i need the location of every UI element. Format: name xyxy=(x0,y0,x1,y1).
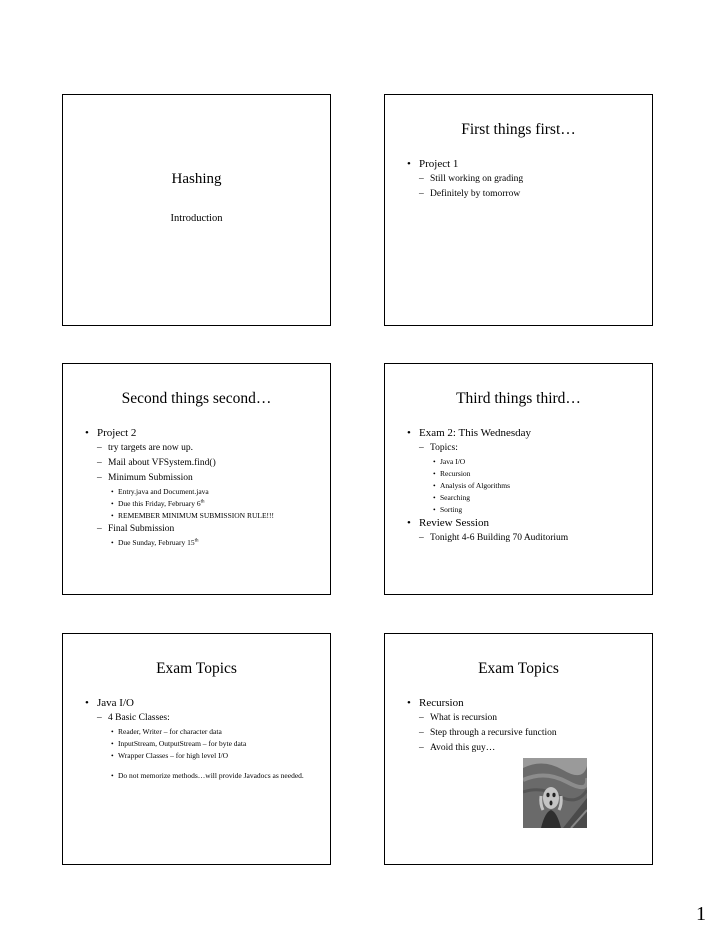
bullet-level-1 xyxy=(85,426,324,440)
bullet-level-2 xyxy=(407,531,646,546)
bullet-text: Java I/O xyxy=(440,457,466,466)
slide-hashing xyxy=(62,94,331,326)
slide-title: Exam Topics xyxy=(156,660,237,677)
bullet-text: Due this Friday, February 6 xyxy=(118,499,201,508)
bullet-level-2 xyxy=(407,172,646,187)
bullet-level-3 xyxy=(85,750,324,762)
bullet-text: What is recursion xyxy=(430,713,498,723)
slide-subtitle: Introduction xyxy=(170,213,223,224)
bullet-text: Final Submission xyxy=(108,524,175,534)
bullet-text: Due Sunday, February 15 xyxy=(118,538,195,547)
bullet-level-2 xyxy=(407,711,646,726)
bullet-text: Wrapper Classes – for high level I/O xyxy=(118,751,229,760)
bullet-level-3 xyxy=(85,486,324,498)
slide-bullets xyxy=(85,696,324,782)
bullet-level-1 xyxy=(407,516,646,530)
bullet-level-3 xyxy=(85,510,324,522)
bullet-level-3 xyxy=(85,770,324,782)
bullet-level-3 xyxy=(85,537,324,549)
bullet-level-2 xyxy=(85,441,324,456)
slide-title: Exam Topics xyxy=(478,660,559,677)
bullet-text: Avoid this guy… xyxy=(430,743,496,753)
bullet-text: Step through a recursive function xyxy=(430,728,557,738)
bullet-text: REMEMBER MINIMUM SUBMISSION RULE!!! xyxy=(118,511,275,520)
bullet-text: Tonight 4-6 Building 70 Auditorium xyxy=(430,533,569,543)
bullet-level-1 xyxy=(85,696,324,710)
bullet-text: Analysis of Algorithms xyxy=(440,481,511,490)
page-number: 1 xyxy=(696,903,706,925)
scream-painting-image xyxy=(523,758,587,828)
bullet-text: Project 1 xyxy=(419,158,459,170)
bullet-level-2 xyxy=(407,441,646,456)
bullet-text: InputStream, OutputStream – for byte data xyxy=(118,739,247,748)
slide-title: Third things third… xyxy=(456,390,581,407)
bullet-level-2 xyxy=(85,456,324,471)
bullet-text: Project 2 xyxy=(97,427,137,439)
bullet-text: Recursion xyxy=(419,697,464,709)
bullet-text: Review Session xyxy=(419,517,489,529)
bullet-text: Java I/O xyxy=(97,697,134,709)
bullet-text: 4 Basic Classes: xyxy=(108,713,170,723)
bullet-text: Entry.java and Document.java xyxy=(118,487,209,496)
bullet-level-3 xyxy=(407,456,646,468)
bullet-superscript: th xyxy=(194,538,199,544)
bullet-level-2 xyxy=(407,726,646,741)
slide-bullets xyxy=(407,426,646,546)
slide-exam-topics-recursion xyxy=(384,633,653,865)
bullet-text: Mail about VFSystem.find() xyxy=(108,458,216,468)
slide-title: Second things second… xyxy=(121,390,272,407)
slide-bullets xyxy=(407,157,646,202)
slide-third-things xyxy=(384,363,653,595)
bullet-level-2 xyxy=(85,471,324,486)
slide-bullets xyxy=(407,696,646,756)
bullet-level-3 xyxy=(407,468,646,480)
bullet-level-3 xyxy=(407,504,646,516)
bullet-text: Searching xyxy=(440,493,470,502)
bullet-text: try targets are now up. xyxy=(108,443,194,453)
bullet-text: Definitely by tomorrow xyxy=(430,189,521,199)
bullet-text: Reader, Writer – for character data xyxy=(118,727,222,736)
bullet-level-2 xyxy=(407,741,646,756)
slide-second-things xyxy=(62,363,331,595)
bullet-level-2 xyxy=(407,187,646,202)
bullet-superscript: th xyxy=(200,499,205,505)
bullet-text: Recursion xyxy=(440,469,471,478)
bullet-level-3 xyxy=(407,492,646,504)
bullet-text: Topics: xyxy=(430,443,458,453)
slide-title: First things first… xyxy=(461,121,576,138)
slide-exam-topics-java-io xyxy=(62,633,331,865)
bullet-text: Do not memorize methods…will provide Javadocs as needed. xyxy=(118,771,304,780)
bullet-text: Sorting xyxy=(440,505,463,514)
slide-title: Hashing xyxy=(171,171,222,187)
bullet-spacer xyxy=(85,762,324,770)
slide-bullets xyxy=(85,426,324,549)
bullet-level-2 xyxy=(85,711,324,726)
bullet-level-2 xyxy=(85,522,324,537)
bullet-text: Minimum Submission xyxy=(108,473,193,483)
bullet-level-3 xyxy=(85,738,324,750)
slide-first-things xyxy=(384,94,653,326)
bullet-level-1 xyxy=(407,426,646,440)
bullet-level-3 xyxy=(85,726,324,738)
bullet-level-3 xyxy=(85,498,324,510)
bullet-text: Still working on grading xyxy=(430,174,524,184)
bullet-level-1 xyxy=(407,696,646,710)
bullet-level-1 xyxy=(407,157,646,171)
bullet-level-3 xyxy=(407,480,646,492)
bullet-text: Exam 2: This Wednesday xyxy=(419,427,532,439)
